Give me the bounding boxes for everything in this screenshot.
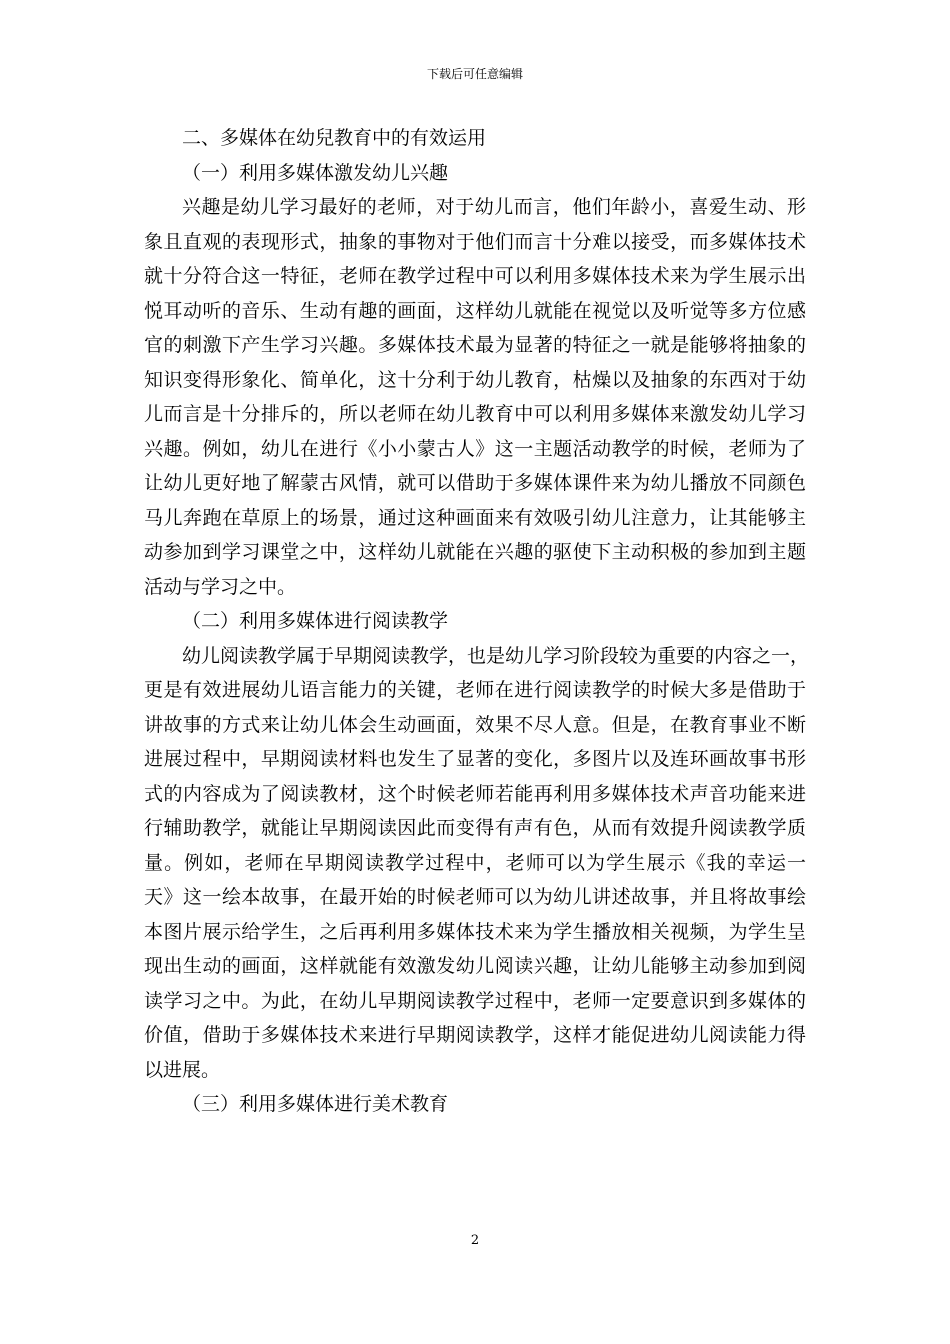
paragraph-line: 知识变得形象化、简单化，这十分利于幼儿教育，枯燥以及抽象的东西对于幼 [144,368,806,391]
paragraph-line: 官的刺激下产生学习兴趣。多媒体技术最为显著的特征之一就是能够将抽象的 [144,334,806,356]
subsection-title-2: （二）利用多媒体进行阅读教学 [182,610,449,632]
document-body [144,121,810,1122]
paragraph-line: 兴趣。例如，幼儿在进行《小小蒙古人》这一主题活动教学的时候，老师为了 [144,437,806,460]
paragraph-line: 讲故事的方式来让幼儿体会生动画面，效果不尽人意。但是，在教育事业不断 [144,713,806,736]
page-header: 下载后可任意编辑 [426,67,523,81]
paragraph-line: 以进展。 [144,1058,221,1081]
paragraph-line: 马儿奔跑在草原上的场景，通过这种画面来有效吸引幼儿注意力，让其能够主 [144,506,806,529]
subsection-title-3: （三）利用多媒体进行美术教育 [182,1093,449,1115]
paragraph-line: 活动与学习之中。 [144,575,297,598]
paragraph-line: 兴趣是幼儿学习最好的老师，对于幼儿而言，他们年龄小，喜爱生动、形 [182,196,806,218]
paragraph-line: 读学习之中。为此，在幼儿早期阅读教学过程中，老师一定要意识到多媒体的 [144,989,806,1012]
subsection-title-1: （一）利用多媒体激发幼儿兴趣 [182,161,449,184]
paragraph-1 [144,190,806,604]
paragraph-line: 行辅助教学，就能让早期阅读因此而变得有声有色，从而有效提升阅读教学质 [144,817,806,839]
paragraph-line: 式的内容成为了阅读教材，这个时候老师若能再利用多媒体技术声音功能来进 [144,782,806,805]
paragraph-line: 更是有效进展幼儿语言能力的关键，老师在进行阅读教学的时候大多是借助于 [144,679,806,701]
paragraph-line: 本图片展示给学生，之后再利用多媒体技术来为学生播放相关视频，为学生呈 [144,920,806,943]
paragraph-line: 幼儿阅读教学属于早期阅读教学，也是幼儿学习阶段较为重要的内容之一， [182,644,810,667]
paragraph-line: 就十分符合这一特征，老师在教学过程中可以利用多媒体技术来为学生展示出 [144,265,806,287]
paragraph-line: 天》这一绘本故事，在最开始的时候老师可以为幼儿讲述故事，并且将故事绘 [144,886,806,908]
paragraph-line: 动参加到学习课堂之中，这样幼儿就能在兴趣的驱使下主动积极的参加到主题 [144,541,806,563]
paragraph-line: 象且直观的表现形式，抽象的事物对于他们而言十分难以接受，而多媒体技术 [144,230,806,253]
section-title: 二、多媒体在幼兒教育中的有效运用 [182,127,487,149]
paragraph-line: 量。例如，老师在早期阅读教学过程中，老师可以为学生展示《我的幸运一 [144,851,806,874]
page-number: 2 [470,1233,480,1248]
paragraph-line: 价值，借助于多媒体技术来进行早期阅读教学，这样才能促进幼儿阅读能力得 [144,1024,806,1046]
paragraph-line: 儿而言是十分排斥的，所以老师在幼儿教育中可以利用多媒体来激发幼儿学习 [144,403,806,425]
paragraph-2 [144,639,810,1088]
paragraph-line: 现出生动的画面，这样就能有效激发幼儿阅读兴趣，让幼儿能够主动参加到阅 [144,955,806,977]
paragraph-line: 让幼儿更好地了解蒙古风情，就可以借助于多媒体课件来为幼儿播放不同颜色 [144,472,806,494]
paragraph-line: 进展过程中，早期阅读材料也发生了显著的变化，多图片以及连环画故事书形 [144,748,806,770]
paragraph-line: 悦耳动听的音乐、生动有趣的画面，这样幼儿就能在视觉以及听觉等多方位感 [144,299,806,322]
